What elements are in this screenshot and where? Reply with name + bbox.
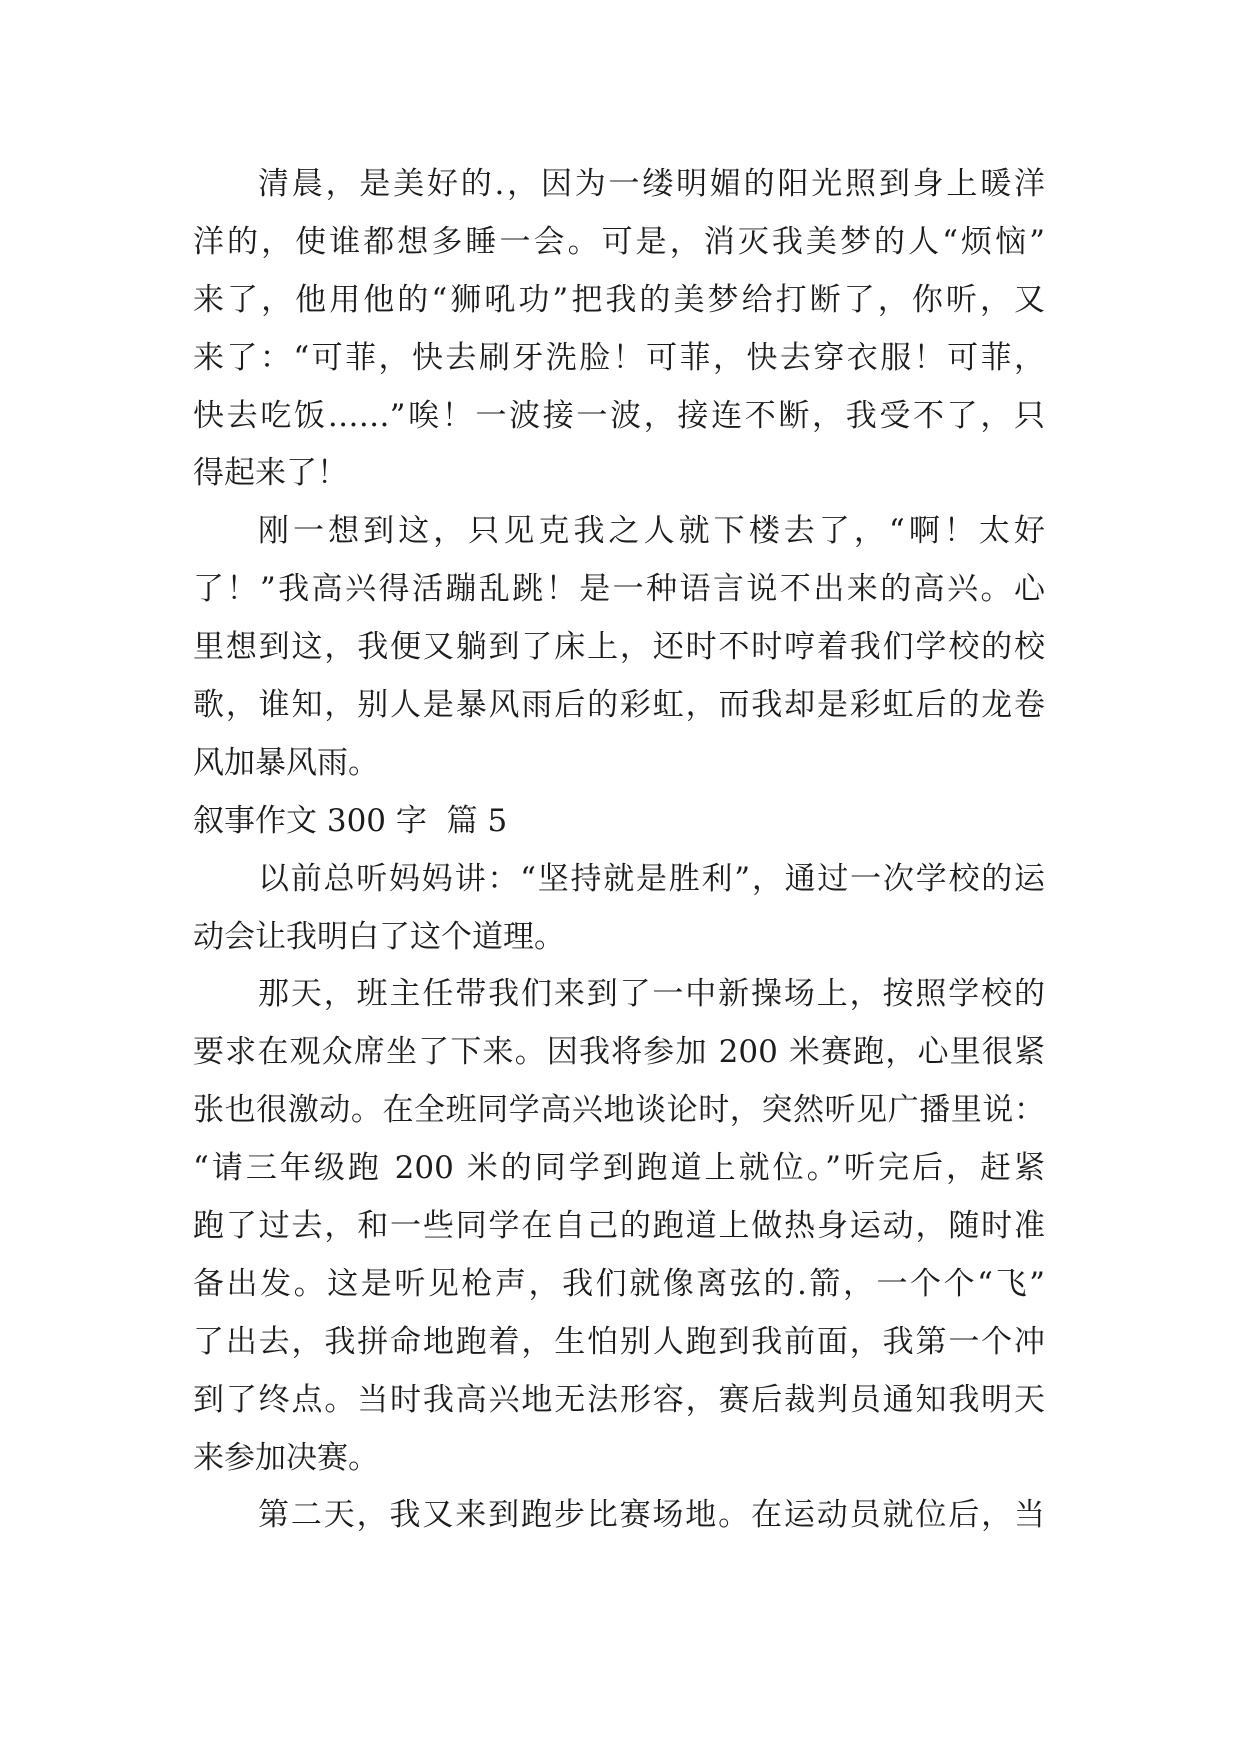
paragraph-line: 以前总听妈妈讲：“坚持就是胜利”，通过一次学校的运	[258, 860, 1045, 897]
paragraph-line: 了出去，我拼命地跑着，生怕别人跑到我前面，我第一个冲	[193, 1323, 1045, 1360]
paragraph	[193, 156, 1045, 503]
paragraph-line: 刚一想到这，只见克我之人就下楼去了，“啊！太好	[258, 513, 1045, 550]
paragraph-line: “请三年级跑 200 米的同学到跑道上就位。”听完后，赶紧	[193, 1150, 1045, 1187]
paragraph-line: 洋的，使谁都想多睡一会。可是，消灭我美梦的人“烦恼”	[193, 223, 1045, 260]
paragraph-line: 快去吃饭……”唉！一波接一波，接连不断，我受不了，只	[193, 397, 1045, 434]
paragraph	[193, 503, 1045, 792]
paragraph-line: 跑了过去，和一些同学在自己的跑道上做热身运动，随时准	[193, 1208, 1045, 1245]
paragraph-line: 来了：“可菲，快去刷牙洗脸！可菲，快去穿衣服！可菲，	[193, 339, 1045, 376]
paragraph-line: 里想到这，我便又躺到了床上，还时不时哼着我们学校的校	[193, 629, 1045, 666]
document-body	[193, 156, 1045, 1545]
paragraph	[193, 1487, 1045, 1545]
paragraph-line: 清晨，是美好的.，因为一缕明媚的阳光照到身上暖洋	[258, 166, 1045, 202]
paragraph-line: 那天，班主任带我们来到了一中新操场上，按照学校的	[258, 976, 1045, 1013]
section-heading: 叙事作文 300 字 篇 5	[193, 802, 508, 839]
paragraph-line: 第二天，我又来到跑步比赛场地。在运动员就位后，当	[258, 1497, 1045, 1534]
paragraph-line: 备出发。这是听见枪声，我们就像离弦的.箭，一个个“飞”	[193, 1265, 1045, 1302]
paragraph-line: 来了，他用他的“狮吼功”把我的美梦给打断了，你听，又	[193, 281, 1045, 318]
paragraph-line: 来参加决赛。	[193, 1439, 379, 1476]
paragraph-line: 要求在观众席坐了下来。因我将参加 200 米赛跑，心里很紧	[193, 1034, 1045, 1071]
paragraph-line: 风加暴风雨。	[193, 744, 379, 781]
paragraph-line: 张也很激动。在全班同学高兴地谈论时，突然听见广播里说：	[193, 1092, 1045, 1129]
paragraph-line: 到了终点。当时我高兴地无法形容，赛后裁判员通知我明天	[193, 1381, 1045, 1418]
paragraph	[193, 966, 1045, 1487]
paragraph-line: 动会让我明白了这个道理。	[193, 918, 565, 955]
paragraph-line: 得起来了！	[193, 455, 348, 492]
paragraph-line: 歌，谁知，别人是暴风雨后的彩虹，而我却是彩虹后的龙卷	[193, 687, 1045, 724]
paragraph	[193, 851, 1045, 967]
paragraph-line: 了！”我高兴得活蹦乱跳！是一种语言说不出来的高兴。心	[193, 571, 1045, 608]
